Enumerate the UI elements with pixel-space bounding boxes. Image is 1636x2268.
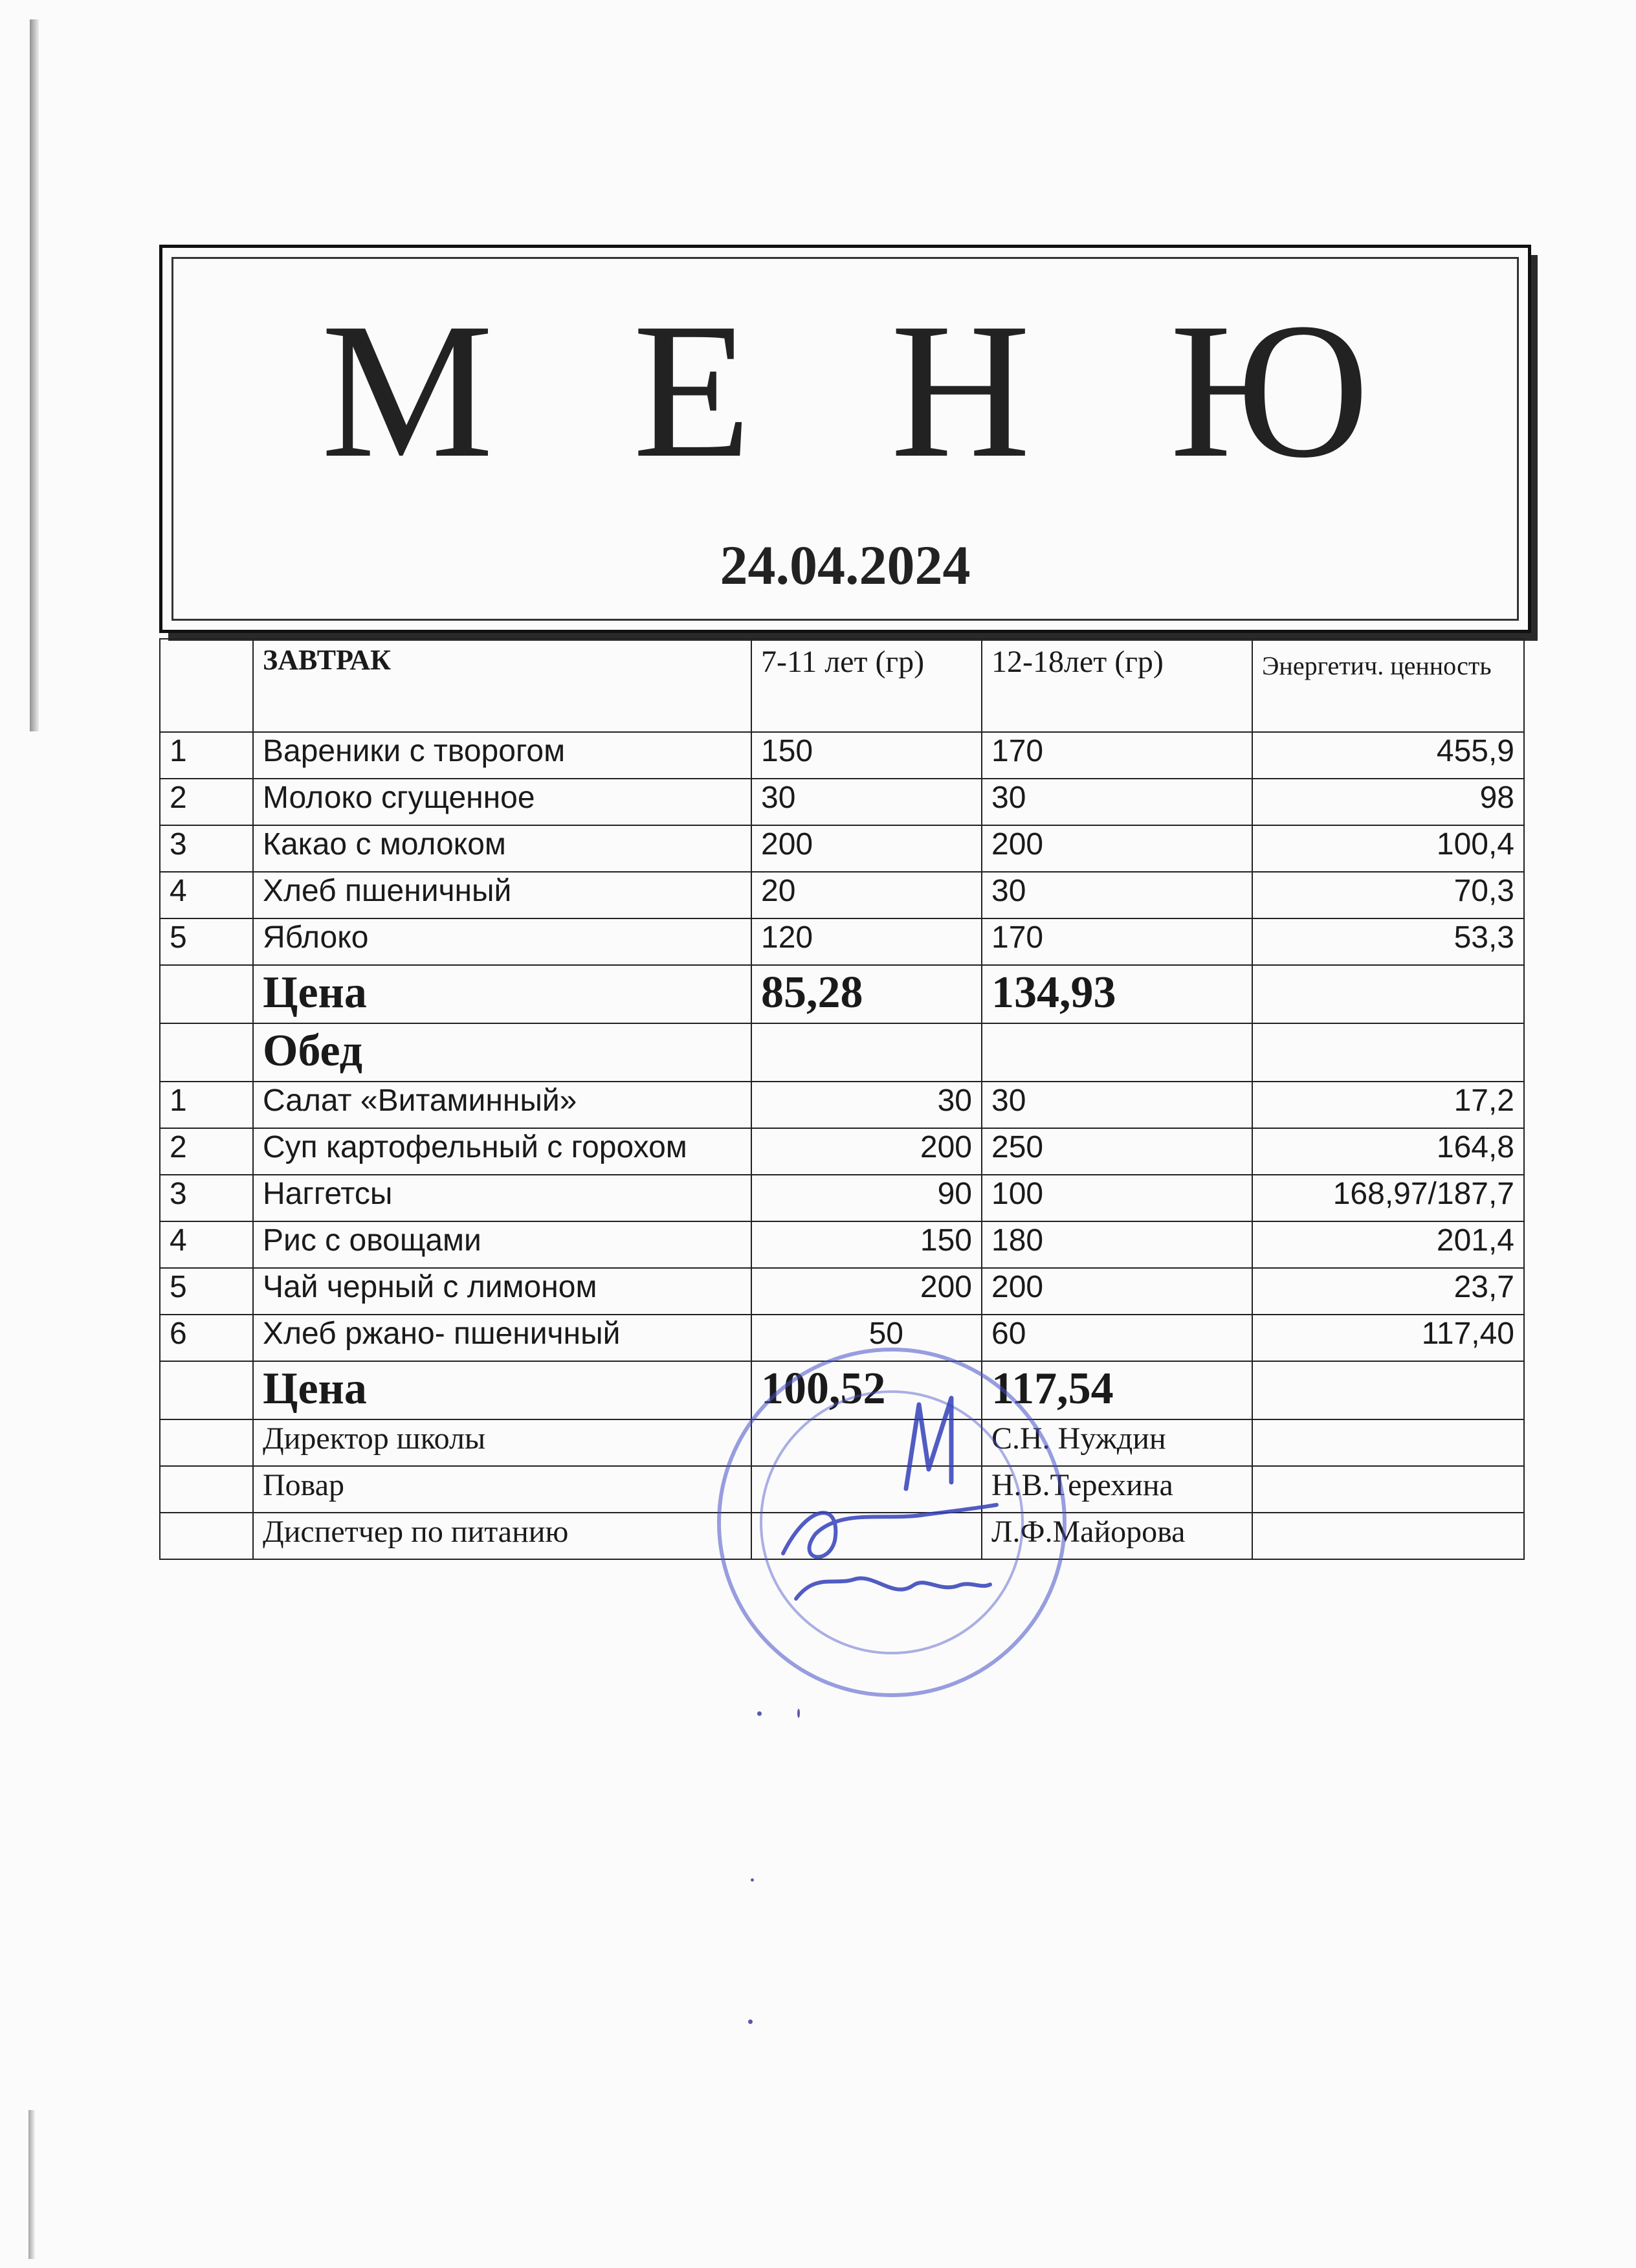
- energy-value: 100,4: [1252, 825, 1524, 872]
- portion-old: 30: [982, 872, 1252, 918]
- energy-value: 164,8: [1252, 1128, 1524, 1175]
- staff-name: Л.Ф.Майорова: [982, 1513, 1252, 1559]
- empty-cell: [160, 1419, 253, 1466]
- dish-name: Хлеб ржано- пшеничный: [253, 1315, 751, 1361]
- price-label: Цена: [253, 965, 751, 1023]
- portion-old: 60: [982, 1315, 1252, 1361]
- row-number: 3: [160, 825, 253, 872]
- menu-title: М Е Н Ю: [321, 283, 1415, 498]
- row-number: 4: [160, 872, 253, 918]
- title-box: [159, 245, 1531, 633]
- portion-young: 150: [751, 732, 982, 779]
- portion-young: 120: [751, 918, 982, 965]
- ink-speck: [757, 1711, 762, 1716]
- energy-value: 168,97/187,7: [1252, 1175, 1524, 1221]
- table-row: [160, 732, 1524, 779]
- dish-name: Какао с молоком: [253, 825, 751, 872]
- table-row: [160, 1268, 1524, 1315]
- portion-old: 250: [982, 1128, 1252, 1175]
- empty-cell: [1252, 965, 1524, 1023]
- portion-young: 30: [751, 779, 982, 825]
- energy-value: 23,7: [1252, 1268, 1524, 1315]
- row-number: 2: [160, 1128, 253, 1175]
- table-row: [160, 872, 1524, 918]
- row-number: 4: [160, 1221, 253, 1268]
- scan-edge-shadow-lower: [28, 2110, 35, 2259]
- header-num-cell: [160, 639, 253, 732]
- dish-name: Молоко сгущенное: [253, 779, 751, 825]
- table-row: [160, 1128, 1524, 1175]
- row-number: 2: [160, 779, 253, 825]
- portion-young: 200: [751, 825, 982, 872]
- empty-cell: [1252, 1419, 1524, 1466]
- portion-young: 30: [751, 1082, 982, 1128]
- energy-value: 455,9: [1252, 732, 1524, 779]
- staff-name: С.Н. Нуждин: [982, 1419, 1252, 1466]
- staff-row: [160, 1466, 1524, 1513]
- header-age-young: 7-11 лет (гр): [751, 639, 982, 732]
- dish-name: Вареники с творогом: [253, 732, 751, 779]
- portion-old: 170: [982, 732, 1252, 779]
- empty-cell: [160, 1023, 253, 1082]
- portion-old: 200: [982, 1268, 1252, 1315]
- portion-young: 50: [751, 1315, 982, 1361]
- portion-old: 30: [982, 779, 1252, 825]
- ink-speck: [751, 1878, 754, 1882]
- portion-old: 100: [982, 1175, 1252, 1221]
- dish-name: Рис с овощами: [253, 1221, 751, 1268]
- ink-speck: [748, 2019, 753, 2024]
- portion-young: 150: [751, 1221, 982, 1268]
- portion-old: 170: [982, 918, 1252, 965]
- table-header-row: [160, 639, 1524, 732]
- lunch-section-row: [160, 1023, 1524, 1082]
- breakfast-price-row: [160, 965, 1524, 1023]
- menu-date: 24.04.2024: [720, 534, 971, 596]
- empty-cell: [1252, 1513, 1524, 1559]
- energy-value: 17,2: [1252, 1082, 1524, 1128]
- row-number: 5: [160, 918, 253, 965]
- empty-cell: [982, 1023, 1252, 1082]
- portion-young: 200: [751, 1268, 982, 1315]
- header-breakfast: ЗАВТРАК: [253, 639, 751, 732]
- empty-cell: [751, 1023, 982, 1082]
- portion-young: 90: [751, 1175, 982, 1221]
- empty-cell: [751, 1419, 982, 1466]
- table-row: [160, 825, 1524, 872]
- price-old: 117,54: [982, 1361, 1252, 1419]
- empty-cell: [751, 1466, 982, 1513]
- empty-cell: [1252, 1466, 1524, 1513]
- portion-old: 30: [982, 1082, 1252, 1128]
- portion-young: 20: [751, 872, 982, 918]
- dish-name: Хлеб пшеничный: [253, 872, 751, 918]
- staff-role: Диспетчер по питанию: [253, 1513, 751, 1559]
- row-number: 6: [160, 1315, 253, 1361]
- portion-old: 200: [982, 825, 1252, 872]
- row-number: 1: [160, 1082, 253, 1128]
- staff-name: Н.В.Терехина: [982, 1466, 1252, 1513]
- dish-name: Чай черный с лимоном: [253, 1268, 751, 1315]
- staff-role: Директор школы: [253, 1419, 751, 1466]
- staff-row: [160, 1419, 1524, 1466]
- scan-edge-shadow: [30, 19, 39, 731]
- lunch-price-row: [160, 1361, 1524, 1419]
- staff-role: Повар: [253, 1466, 751, 1513]
- empty-cell: [160, 1513, 253, 1559]
- price-old: 134,93: [982, 965, 1252, 1023]
- table-row: [160, 1082, 1524, 1128]
- table-row: [160, 1221, 1524, 1268]
- header-energy: Энергетич. ценность: [1252, 639, 1524, 732]
- dish-name: Салат «Витаминный»: [253, 1082, 751, 1128]
- empty-cell: [160, 1466, 253, 1513]
- energy-value: 98: [1252, 779, 1524, 825]
- energy-value: 53,3: [1252, 918, 1524, 965]
- table-row: [160, 1175, 1524, 1221]
- lunch-label: Обед: [253, 1023, 751, 1082]
- energy-value: 117,40: [1252, 1315, 1524, 1361]
- empty-cell: [160, 965, 253, 1023]
- ink-speck: [797, 1709, 800, 1718]
- portion-old: 180: [982, 1221, 1252, 1268]
- dish-name: Яблоко: [253, 918, 751, 965]
- header-age-old: 12-18лет (гр): [982, 639, 1252, 732]
- row-number: 5: [160, 1268, 253, 1315]
- price-young: 85,28: [751, 965, 982, 1023]
- row-number: 3: [160, 1175, 253, 1221]
- empty-cell: [160, 1361, 253, 1419]
- empty-cell: [751, 1513, 982, 1559]
- price-young: 100,52: [751, 1361, 982, 1419]
- dish-name: Суп картофельный с горохом: [253, 1128, 751, 1175]
- table-row: [160, 779, 1524, 825]
- portion-young: 200: [751, 1128, 982, 1175]
- table-row: [160, 918, 1524, 965]
- energy-value: 201,4: [1252, 1221, 1524, 1268]
- energy-value: 70,3: [1252, 872, 1524, 918]
- staff-row: [160, 1513, 1524, 1559]
- empty-cell: [1252, 1361, 1524, 1419]
- dish-name: Наггетсы: [253, 1175, 751, 1221]
- menu-table: [159, 638, 1525, 1560]
- price-label: Цена: [253, 1361, 751, 1419]
- empty-cell: [1252, 1023, 1524, 1082]
- row-number: 1: [160, 732, 253, 779]
- table-row: [160, 1315, 1524, 1361]
